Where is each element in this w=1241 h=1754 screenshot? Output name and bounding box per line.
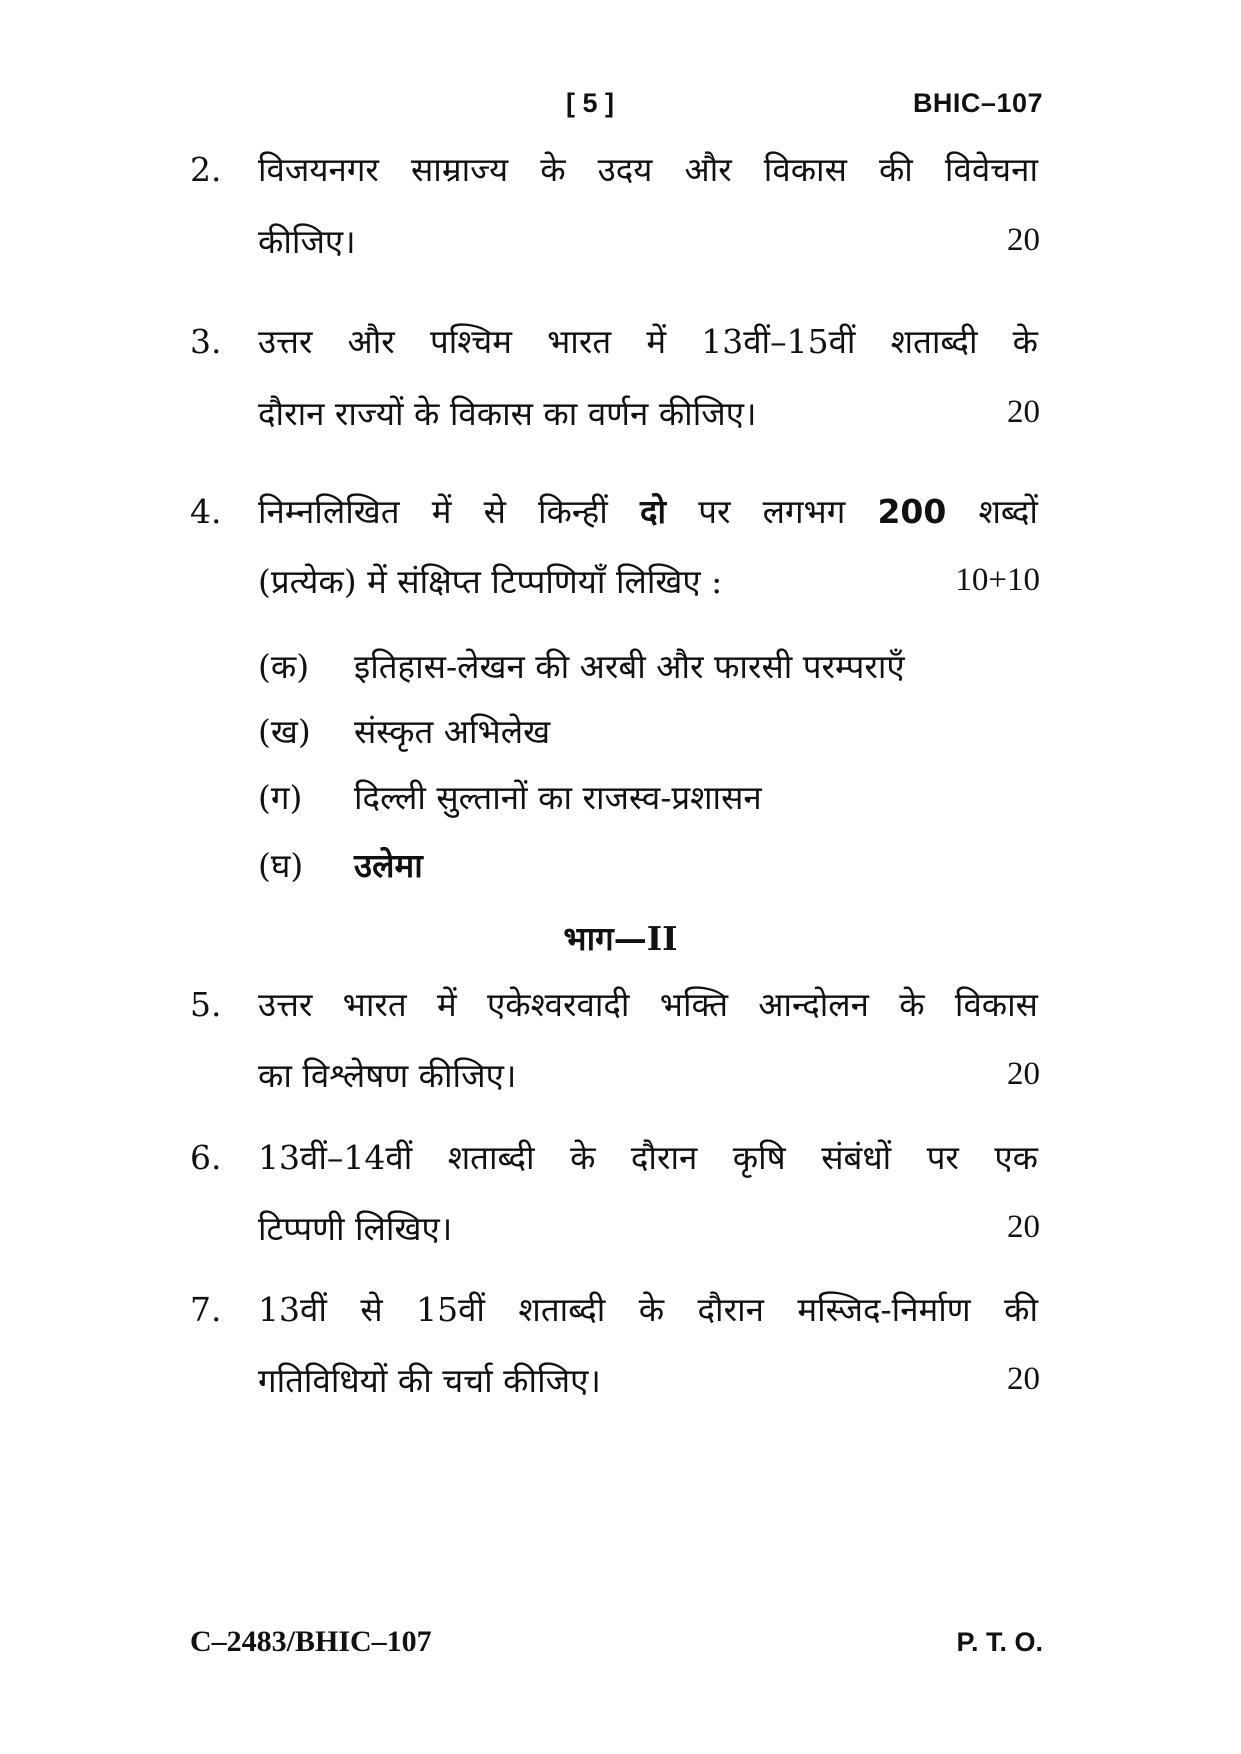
question-number: 5. [190,985,222,1024]
subpart-label: (ख) [258,712,311,751]
subpart-text: उलेमा [354,846,423,885]
page-number: [ 5 ] [565,88,614,118]
question-text-line: गतिविधियों की चर्चा कीजिए। [258,1361,601,1400]
footer-paper-code: C–2483/BHIC–107 [190,1625,432,1658]
footer-pto: P. T. O. [956,1627,1043,1657]
question-emphasis: 200 [877,492,947,531]
question-text-part: पर लगभग [698,492,846,531]
question-number: 7. [190,1290,222,1329]
subpart [258,774,762,819]
question-marks: 20 [1007,1209,1040,1245]
question-text-line: 13वीं से 15वीं शताब्दी के दौरान मस्जिद-निर्माण की [258,1290,1038,1329]
question-marks: 20 [1007,222,1040,258]
question-text-line: (प्रत्येक) में संक्षिप्त टिप्पणियाँ लिखिए : [258,562,723,601]
question-text-part: निम्नलिखित में से किन्हीं [258,492,608,531]
subpart-label: (ग) [258,778,303,817]
section-heading: भाग—II [563,919,678,958]
question-marks: 10+10 [955,562,1040,598]
question-number: 6. [190,1138,222,1177]
subpart [258,643,905,688]
question-text-line: का विश्लेषण कीजिए। [258,1056,517,1095]
question-text-line: दौरान राज्यों के विकास का वर्णन कीजिए। [258,394,757,433]
subpart-text: इतिहास-लेखन की अरबी और फारसी परम्पराएँ [354,647,905,686]
question-text-part: शब्दों [978,492,1038,531]
question-text-line: उत्तर और पश्चिम भारत में 13वीं–15वीं शताब्दी के [258,322,1038,361]
paper-code: BHIC–107 [912,88,1043,118]
question-text-line: उत्तर भारत में एकेश्वरवादी भक्ति आन्दोलन के विकास [258,985,1038,1024]
question-text-line: कीजिए। [258,222,356,261]
subpart-text: दिल्ली सुल्तानों का राजस्व-प्रशासन [354,778,762,817]
subpart [258,708,550,753]
question-marks: 20 [1007,1056,1040,1092]
subpart [258,842,423,887]
question-number: 4. [190,492,222,531]
question-marks: 20 [1007,1361,1040,1397]
subpart-label: (क) [258,647,310,686]
question-marks: 20 [1007,394,1040,430]
question-text-line: 13वीं–14वीं शताब्दी के दौरान कृषि संबंधों पर एक [258,1138,1038,1177]
question-number: 2. [190,150,222,189]
subpart-text: संस्कृत अभिलेख [354,712,551,751]
question-emphasis: दो [639,492,667,531]
subpart-label: (घ) [258,846,304,885]
question-number: 3. [190,322,222,361]
question-text-line: विजयनगर साम्राज्य के उदय और विकास की विवेचना [258,150,1038,189]
question-text-line [258,492,1038,532]
question-text-line: टिप्पणी लिखिए। [258,1209,453,1248]
